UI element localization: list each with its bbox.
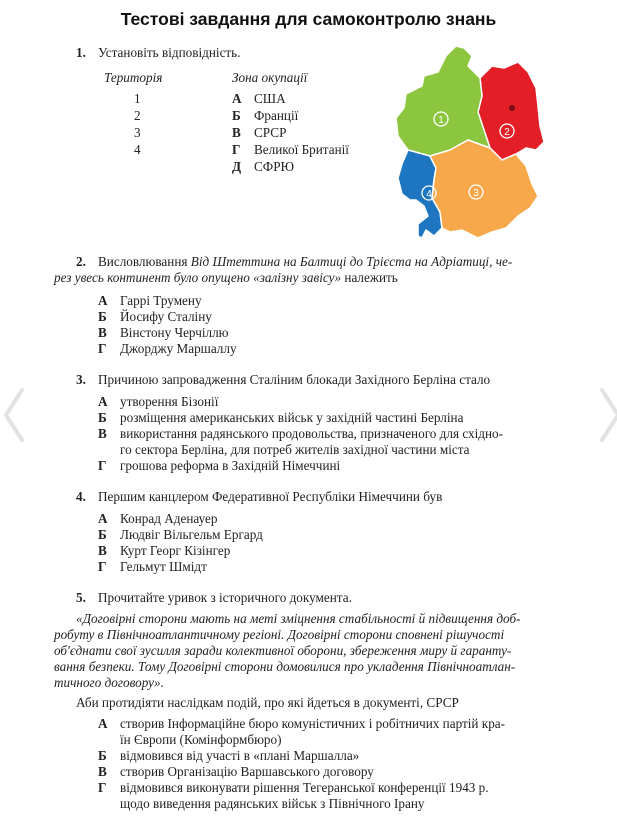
- territory-item: 1: [134, 91, 141, 106]
- question-2-line-2: рез увесь континент було опущено «залізну завісу» належить: [54, 270, 398, 285]
- territory-item: 4: [134, 142, 141, 157]
- question-4: 4. Першим канцлером Федеративної Республіки Німеччини був: [76, 489, 443, 504]
- next-page-arrow-icon[interactable]: [600, 385, 617, 445]
- map-label-3: 3: [473, 188, 479, 199]
- document-quote-line: «Договірні сторони мають на меті зміцнення стабільності й підвищення доб-: [76, 611, 521, 626]
- document-quote-line: робуту в Північноатлантичному регіоні. Договірні сторони сповнені рішучості: [54, 627, 505, 642]
- document-quote-line: тичного договору».: [54, 675, 164, 690]
- germany-occupation-map: [388, 38, 548, 243]
- document-quote-line: вання безпеки. Тому Договірні сторони домовилися про укладення Північноатлан-: [54, 659, 516, 674]
- question-text: Установіть відповідність.: [98, 45, 241, 60]
- document-quote-line: об'єднати свої зусилля заради колективної оборони, збереження миру й гаранту-: [54, 643, 512, 658]
- map-zone-1: [396, 46, 490, 156]
- map-label-2: 2: [504, 127, 510, 138]
- question-5-prompt: Аби протидіяти наслідкам подій, про які йдеться в документі, СРСР: [76, 695, 459, 710]
- question-1: [76, 45, 241, 61]
- map-label-4: 4: [426, 189, 432, 200]
- question-3: 3. Причиною запровадження Сталіним блокади Західного Берліна стало: [76, 372, 491, 387]
- berlin-marker-icon: [509, 105, 515, 111]
- territory-item: 3: [134, 125, 141, 140]
- map-label-1: 1: [438, 115, 444, 126]
- page-title: Тестові завдання для самоконтролю знань: [120, 9, 497, 29]
- territory-item: 2: [134, 108, 141, 123]
- question-2: 2. Висловлювання Від Штеттина на Балтиці до Трієста на Адріатиці, че-: [76, 254, 513, 269]
- question-number: 1.: [76, 45, 86, 60]
- zone-column-header: Зона окупації: [232, 70, 308, 85]
- question-5: 5. Прочитайте уривок з історичного документа.: [76, 590, 352, 605]
- territory-column-header: Територія: [104, 70, 163, 85]
- map-zone-3: [430, 140, 538, 238]
- prev-page-arrow-icon[interactable]: [2, 385, 24, 445]
